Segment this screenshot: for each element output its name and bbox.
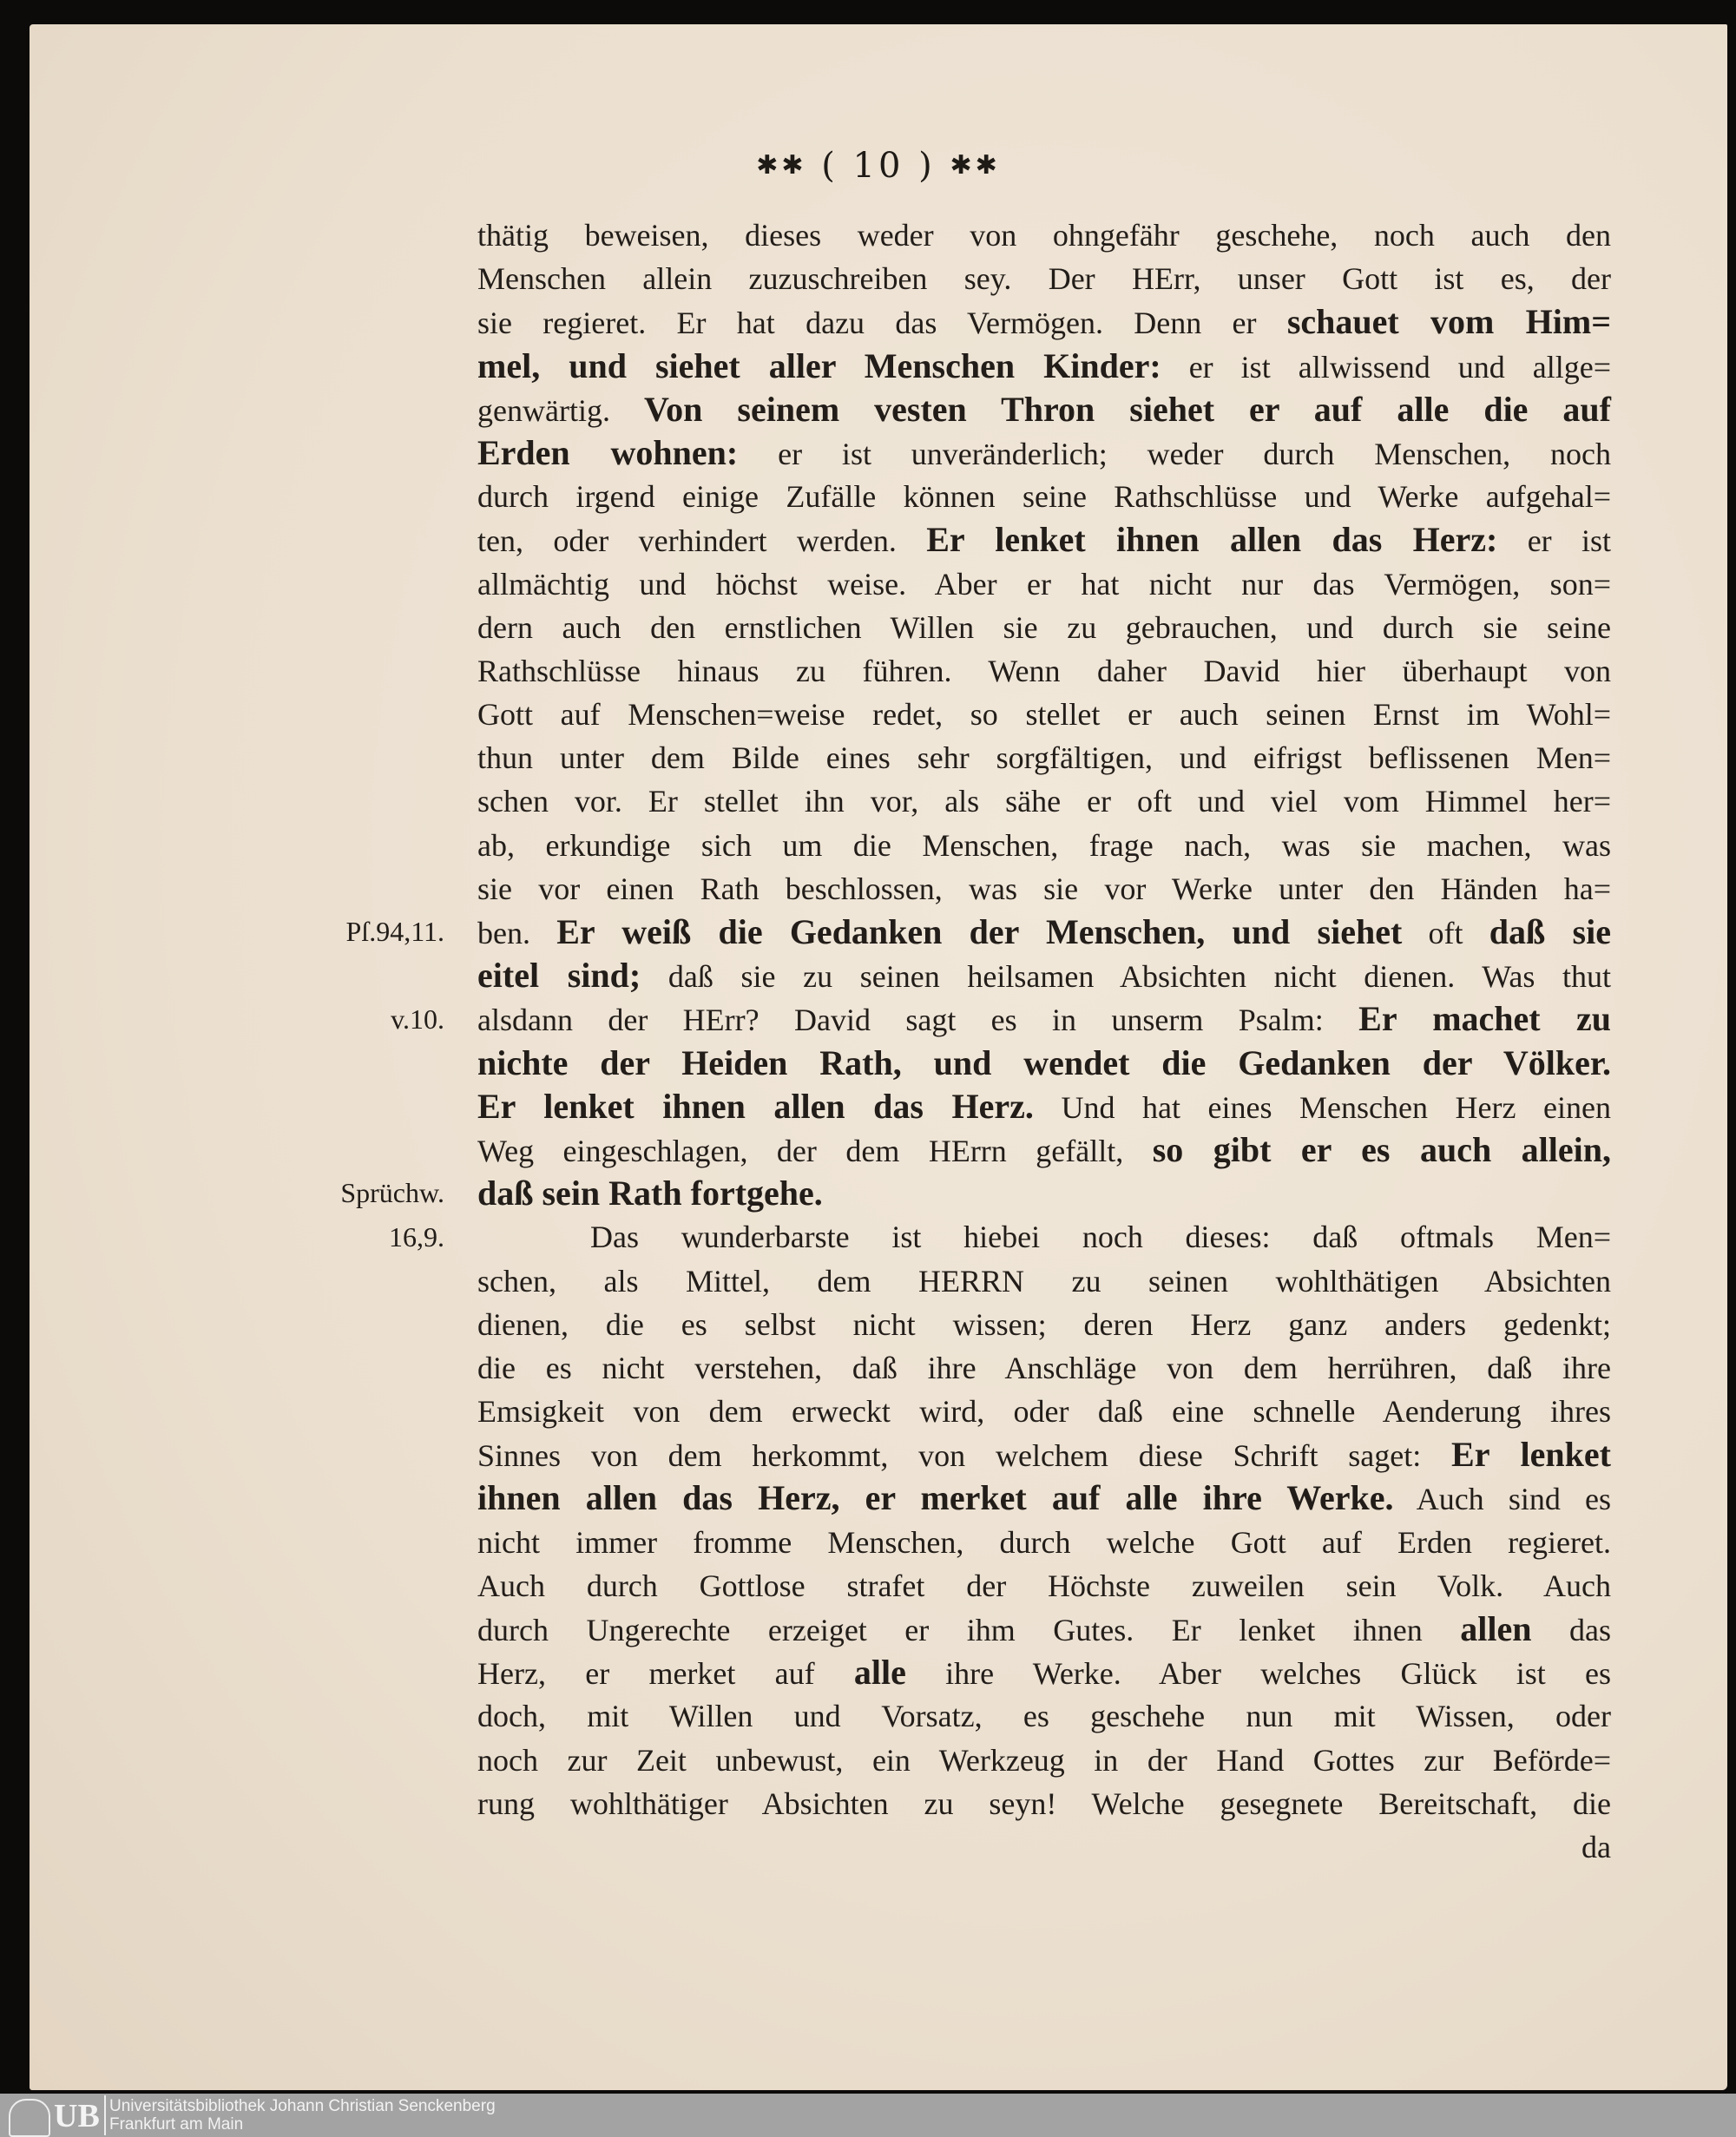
ornament-right: ✱✱ [950,150,1001,181]
text-segment: durch irgend einige Zufälle können seine Rathschlüsse und Werke aufgehal= [477,479,1611,515]
text-line [477,911,1611,954]
text-segment: genwärtig. [477,392,644,428]
text-segment: alsdann der HErr? David sagt es in unserm Psalm: [477,1003,1359,1038]
text-line [477,1042,1611,1085]
text-line [477,606,1611,649]
text-segment: doch, mit Willen und Vorsatz, es geschehe nun mit Wissen, oder [477,1699,1611,1734]
emphasized-text: daß sein Rath fortgehe. [477,1174,823,1213]
text-line [477,693,1611,736]
text-line [477,1390,1611,1433]
text-segment: rung wohlthätiger Absichten zu seyn! Welche gesegnete Bereitschaft, die [477,1785,1611,1821]
text-segment: sie regieret. Er hat dazu das Vermögen. Denn er [477,306,1287,341]
text-segment: er ist [1497,523,1612,559]
book-page [30,24,1727,2090]
text-segment: das [1531,1613,1611,1647]
margin-note: 16,9. [389,1220,444,1253]
text-line [477,1346,1611,1390]
text-line [477,1651,1611,1694]
emphasized-text: mel, und siehet aller Menschen Kinder: [477,345,1161,385]
text-segment: allmächtig und höchst weise. Aber er hat nicht nur das Vermögen, son= [477,566,1611,602]
text-line [477,1694,1611,1738]
text-segment: Rathschlüsse hinaus zu führen. Wenn daher David hier überhaupt von [477,653,1611,688]
library-name: Universitätsbibliothek Johann Christian Senckenberg [109,2097,496,2115]
text-segment: thun unter dem Bilde eines sehr sorgfältigen, und eifrigst beflissenen Men= [477,740,1611,776]
text-line [477,867,1611,911]
text-segment: ab, erkundige sich um die Menschen, frage nach, was sie machen, was [477,827,1611,863]
text-segment: die es nicht verstehen, daß ihre Anschläge von dem herrühren, daß ihre [477,1350,1611,1385]
library-logo [3,2095,106,2135]
emphasized-text: ihnen allen das Herz, er merket auf alle ihre Werke. [477,1478,1394,1518]
emphasized-text: so gibt er es auch allein, [1152,1129,1612,1169]
text-segment: ten, oder verhindert werden. [477,523,927,559]
text-segment: Menschen allein zuzuschreiben sey. Der HErr, unser Gott ist es, der [477,261,1611,297]
margin-note: v.10. [391,1003,444,1035]
text-line [477,388,1611,431]
text-segment: er ist unveränderlich; weder durch Menschen, noch [738,436,1611,471]
text-segment: Sinnes von dem herkommt, von welchem diese Schrift saget: [477,1438,1452,1474]
text-line [477,214,1611,257]
page-header [30,146,1727,186]
text-segment: durch Ungerechte erzeiget er ihm Gutes. Er lenket ihnen [477,1613,1461,1647]
text-segment: thätig beweisen, dieses weder von ohngefähr geschehe, noch auch den [477,218,1611,253]
text-line [477,954,1611,997]
emphasized-text: alle [853,1653,906,1693]
text-line [477,475,1611,518]
text-segment: daß sie zu seinen heilsamen Absichten nicht dienen. Was thut [641,959,1611,995]
catchword: da [1581,1829,1611,1864]
ornament-left: ✱✱ [756,150,807,181]
text-line [477,1259,1611,1303]
emphasized-text: eitel sind; [477,956,641,996]
text-segment: ben. [477,916,557,950]
emphasized-text: Erden wohnen: [477,432,739,472]
text-line [477,562,1611,606]
text-segment: oft [1402,916,1489,950]
library-location: Frankfurt am Main [109,2115,244,2134]
portrait-icon [9,2099,50,2137]
page-number: ( 10 ) [821,146,936,186]
text-segment: ihre Werke. Aber welches Glück ist es [905,1656,1611,1692]
emphasized-text: Von seinem vesten Thron siehet er auf alle die auf [643,389,1611,429]
text-line [477,1608,1611,1651]
text-line [477,1172,1611,1215]
text-segment: Herz, er merket auf [477,1656,854,1692]
emphasized-text: Er lenket ihnen allen das Herz. [477,1086,1034,1126]
text-line [477,518,1611,562]
emphasized-text: allen [1460,1609,1532,1648]
text-line [477,779,1611,823]
library-footer [0,2094,1736,2137]
text-line [477,431,1611,475]
text-line [477,1433,1611,1476]
text-segment: dienen, die es selbst nicht wissen; deren Herz ganz anders gedenkt; [477,1306,1611,1342]
emphasized-text: daß sie [1489,912,1611,951]
text-line [477,1564,1611,1608]
text-segment: Das wunderbarste ist hiebei noch dieses: daß oftmals Men= [590,1220,1611,1255]
text-line [477,997,1611,1041]
emphasized-text: nichte der Heiden Rath, und wendet die Gedanken der Völker. [477,1042,1611,1082]
text-line [477,345,1611,388]
emphasized-text: Er weiß die Gedanken der Menschen, und siehet [556,912,1403,951]
text-line [477,736,1611,779]
text-segment: Emsigkeit von dem erweckt wird, oder daß eine schnelle Aenderung ihres [477,1394,1611,1430]
text-segment: Weg eingeschlagen, der dem HErrn gefällt, [477,1133,1153,1168]
text-line [477,1476,1611,1520]
emphasized-text: schauet vom Him= [1286,302,1612,342]
text-line [477,1782,1611,1825]
text-line [477,824,1611,867]
logo-text: UB [54,2098,100,2134]
text-line [477,1085,1611,1128]
text-segment: noch zur Zeit unbewust, ein Werkzeug in der Hand Gottes zur Beförde= [477,1742,1611,1778]
text-line [477,1303,1611,1346]
text-segment: Gott auf Menschen=weise redet, so stellet er auch seinen Ernst im Wohl= [477,697,1611,733]
text-line [477,1128,1611,1172]
emphasized-text: Er lenket [1451,1435,1611,1475]
text-segment: Auch durch Gottlose strafet der Höchste zuweilen sein Volk. Auch [477,1568,1611,1603]
text-segment: sie vor einen Rath beschlossen, was sie vor Werke unter den Händen ha= [477,871,1611,906]
text-line [477,257,1611,300]
text-line [477,300,1611,344]
text-segment: er ist allwissend und allge= [1161,349,1611,385]
text-line [477,649,1611,693]
text-line [477,1739,1611,1782]
text-segment: Auch sind es [1393,1482,1611,1517]
text-segment: schen vor. Er stellet ihn vor, als sähe er oft und viel vom Himmel her= [477,784,1611,819]
text-line [477,1521,1611,1564]
emphasized-text: Er machet zu [1358,999,1611,1039]
body-text [477,214,1611,1869]
text-segment: Und hat eines Menschen Herz einen [1033,1089,1611,1125]
emphasized-text: Er lenket ihnen allen das Herz: [926,520,1498,560]
margin-note: Sprüchw. [340,1177,444,1209]
margin-note: Pſ.94,11. [345,916,444,948]
text-segment: schen, als Mittel, dem HERRN zu seinen wohlthätigen Absichten [477,1263,1611,1299]
text-line [477,1215,1611,1259]
text-segment: dern auch den ernstlichen Willen sie zu gebrauchen, und durch sie seine [477,609,1611,645]
text-segment: nicht immer fromme Menschen, durch welche Gott auf Erden regieret. [477,1524,1611,1560]
